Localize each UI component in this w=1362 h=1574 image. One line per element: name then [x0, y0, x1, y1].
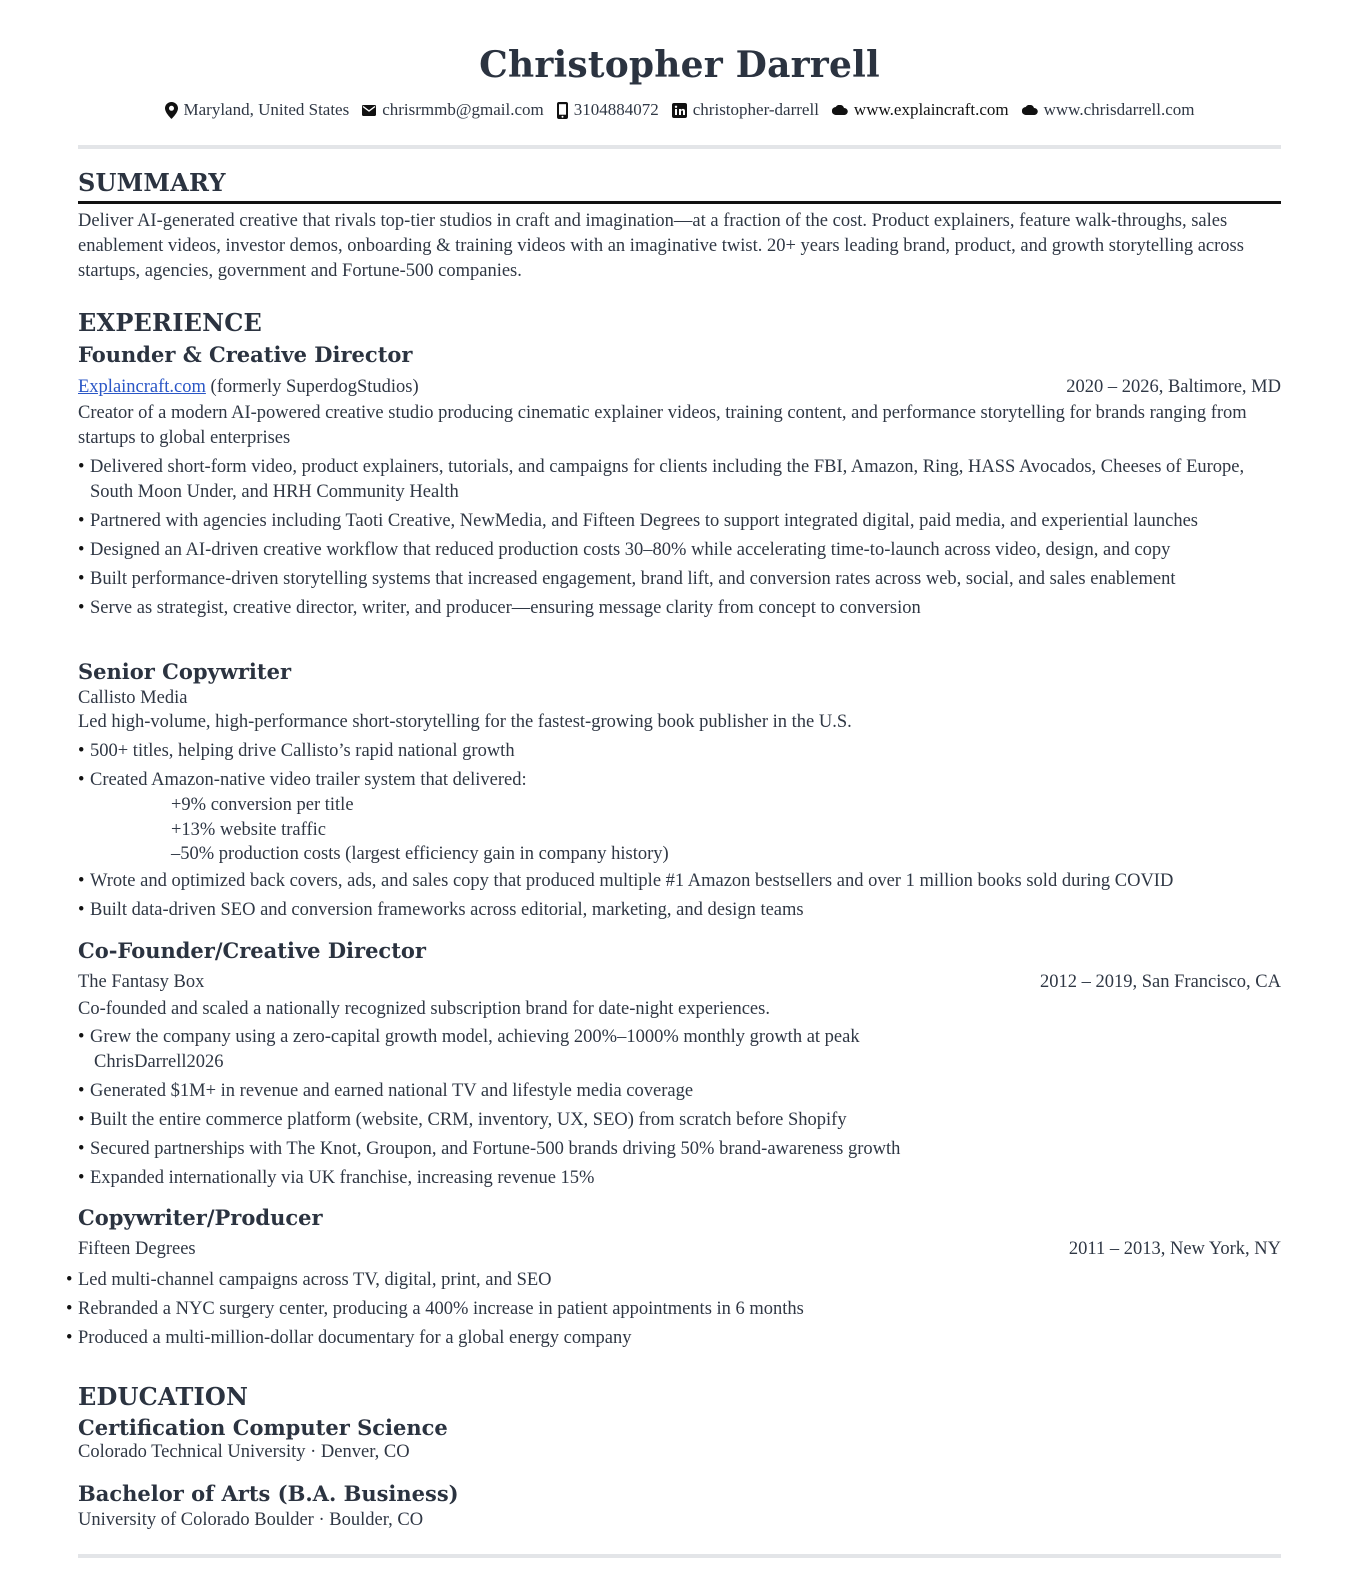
contact-linkedin[interactable] — [672, 100, 819, 120]
job-description: Led high-volume, high-performance short-storytelling for the fastest-growing book publisher in the U.S. — [78, 712, 852, 732]
list-item-text: Grew the company using a zero-capital growth model, achieving 200%–1000% monthly growth at peak — [90, 1027, 860, 1047]
summary-heading: SUMMARY — [78, 168, 226, 197]
list-item: • Expanded internationally via UK franchise, increasing revenue 15% — [78, 1166, 1281, 1191]
job-company-row — [78, 686, 1281, 711]
contact-phone-text[interactable]: 3104884072 — [573, 100, 659, 119]
footer-divider — [78, 1554, 1281, 1558]
summary-text: Deliver AI-generated creative that rivals top-tier studios in craft and imagination—at a fraction of the cost. Product explainers, feature walk-throughs, sales enablement videos, investor demos, onboarding & training videos with an imaginative twist. 20+ years leading brand, product, and growth storytelling across startups, agencies, government and Fortune-500 companies. — [78, 211, 1244, 281]
contact-email[interactable] — [362, 100, 544, 120]
company-link[interactable]: Explaincraft.com — [78, 377, 206, 397]
list-item-text: Created Amazon-native video trailer system that delivered: — [90, 770, 527, 790]
cloud-icon — [832, 105, 848, 115]
job-company: Callisto Media — [78, 688, 188, 708]
contact-phone[interactable] — [557, 100, 659, 120]
job-bullets — [78, 455, 1281, 625]
contact-location — [165, 100, 350, 120]
job-company: Fifteen Degrees — [78, 1239, 196, 1259]
job-bullets — [66, 1268, 1269, 1355]
contact-email-text[interactable]: chrisrmmb@gmail.com — [382, 100, 544, 119]
email-icon — [362, 105, 376, 116]
list-item: • Delivered short-form video, product explainers, tutorials, and campaigns for clients including the FBI, Amazon, Ring, HASS Avocados, Cheeses of Europe, South Moon Under, and HRH Community Health — [78, 455, 1281, 505]
list-item: • 500+ titles, helping drive Callisto’s rapid national growth — [78, 739, 1281, 764]
contact-website-explaincraft[interactable] — [832, 100, 1009, 120]
list-item: • Built the entire commerce platform (website, CRM, inventory, UX, SEO) from scratch before Shopify — [78, 1108, 1281, 1133]
sub-item: +9% conversion per title — [171, 795, 354, 815]
job-title: Founder & Creative Director — [78, 342, 413, 367]
job-description: Co-founded and scaled a nationally recognized subscription brand for date-night experiences. — [78, 999, 770, 1019]
list-item: • Designed an AI-driven creative workflow that reduced production costs 30–80% while accelerating time-to-launch across video, design, and copy — [78, 538, 1281, 563]
job-dates: 2020 – 2026, Baltimore, MD — [1066, 377, 1281, 397]
contact-website-chrisdarrell[interactable] — [1022, 100, 1195, 120]
education-degree: Certification Computer Science — [78, 1415, 448, 1440]
location-pin-icon — [165, 102, 178, 119]
contact-bar — [78, 100, 1281, 120]
job-bullets — [78, 739, 1281, 867]
job-bullets — [78, 869, 1281, 927]
contact-website-chrisdarrell-text[interactable]: www.chrisdarrell.com — [1043, 100, 1195, 119]
job-dates: 2012 – 2019, San Francisco, CA — [1040, 972, 1281, 992]
company-suffix: (formerly SuperdogStudios) — [205, 377, 419, 397]
list-item — [78, 768, 1281, 867]
education-heading: EDUCATION — [78, 1382, 249, 1411]
job-company-row — [78, 1237, 1281, 1262]
education-school: Colorado Technical University · Denver, CO — [78, 1442, 410, 1462]
list-item: • Led multi-channel campaigns across TV, digital, print, and SEO — [66, 1268, 1269, 1293]
list-item: • Built data-driven SEO and conversion frameworks across editorial, marketing, and design teams — [78, 898, 1281, 923]
education-degree: Bachelor of Arts (B.A. Business) — [78, 1481, 459, 1506]
list-item: • Rebranded a NYC surgery center, producing a 400% increase in patient appointments in 6 months — [66, 1297, 1269, 1322]
contact-website-explaincraft-text[interactable]: www.explaincraft.com — [853, 100, 1009, 119]
list-item: • Serve as strategist, creative director, writer, and producer—ensuring message clarity from concept to conversion — [78, 596, 1281, 621]
linkedin-icon — [672, 103, 687, 118]
sub-item: –50% production costs (largest efficiency gain in company history) — [171, 844, 669, 864]
job-title: Copywriter/Producer — [78, 1205, 323, 1230]
education-school: University of Colorado Boulder · Boulder, CO — [78, 1510, 424, 1530]
list-item — [78, 1025, 1281, 1075]
job-company: The Fantasy Box — [78, 972, 205, 992]
summary-divider — [78, 201, 1281, 204]
contact-linkedin-text[interactable]: christopher-darrell — [692, 100, 819, 119]
experience-heading: EXPERIENCE — [78, 308, 263, 337]
job-company — [78, 375, 419, 400]
job-dates: 2011 – 2013, New York, NY — [1068, 1239, 1281, 1259]
header-divider — [78, 145, 1281, 149]
job-bullets — [78, 1025, 1281, 1195]
sub-item: +13% website traffic — [171, 819, 326, 840]
phone-icon — [557, 102, 568, 119]
job-title: Senior Copywriter — [78, 659, 292, 684]
candidate-name: Christopher Darrell — [479, 44, 880, 86]
job-company-row — [78, 970, 1281, 995]
contact-location-text: Maryland, United States — [183, 100, 350, 119]
job-company-row — [78, 375, 1281, 400]
job-title: Co-Founder/Creative Director — [78, 938, 426, 963]
list-item: • Wrote and optimized back covers, ads, and sales copy that produced multiple #1 Amazon bestsellers and over 1 million books sold during COVID — [78, 869, 1281, 894]
list-item: • Partnered with agencies including Taoti Creative, NewMedia, and Fifteen Degrees to support integrated digital, paid media, and experiential launches — [78, 509, 1281, 534]
list-item: • Built performance-driven storytelling systems that increased engagement, brand lift, and conversion rates across web, social, and sales enablement — [78, 567, 1281, 592]
job-description: Creator of a modern AI-powered creative studio producing cinematic explainer videos, training content, and performance storytelling for brands ranging from startups to global enterprises — [78, 403, 1247, 448]
list-item: • Produced a multi-million-dollar documentary for a global energy company — [66, 1326, 1269, 1351]
list-item: • Secured partnerships with The Knot, Groupon, and Fortune-500 brands driving 50% brand-awareness growth — [78, 1137, 1281, 1162]
stray-text: ChrisDarrell2026 — [94, 1052, 224, 1072]
list-item: • Generated $1M+ in revenue and earned national TV and lifestyle media coverage — [78, 1079, 1281, 1104]
cloud-icon — [1022, 105, 1038, 115]
